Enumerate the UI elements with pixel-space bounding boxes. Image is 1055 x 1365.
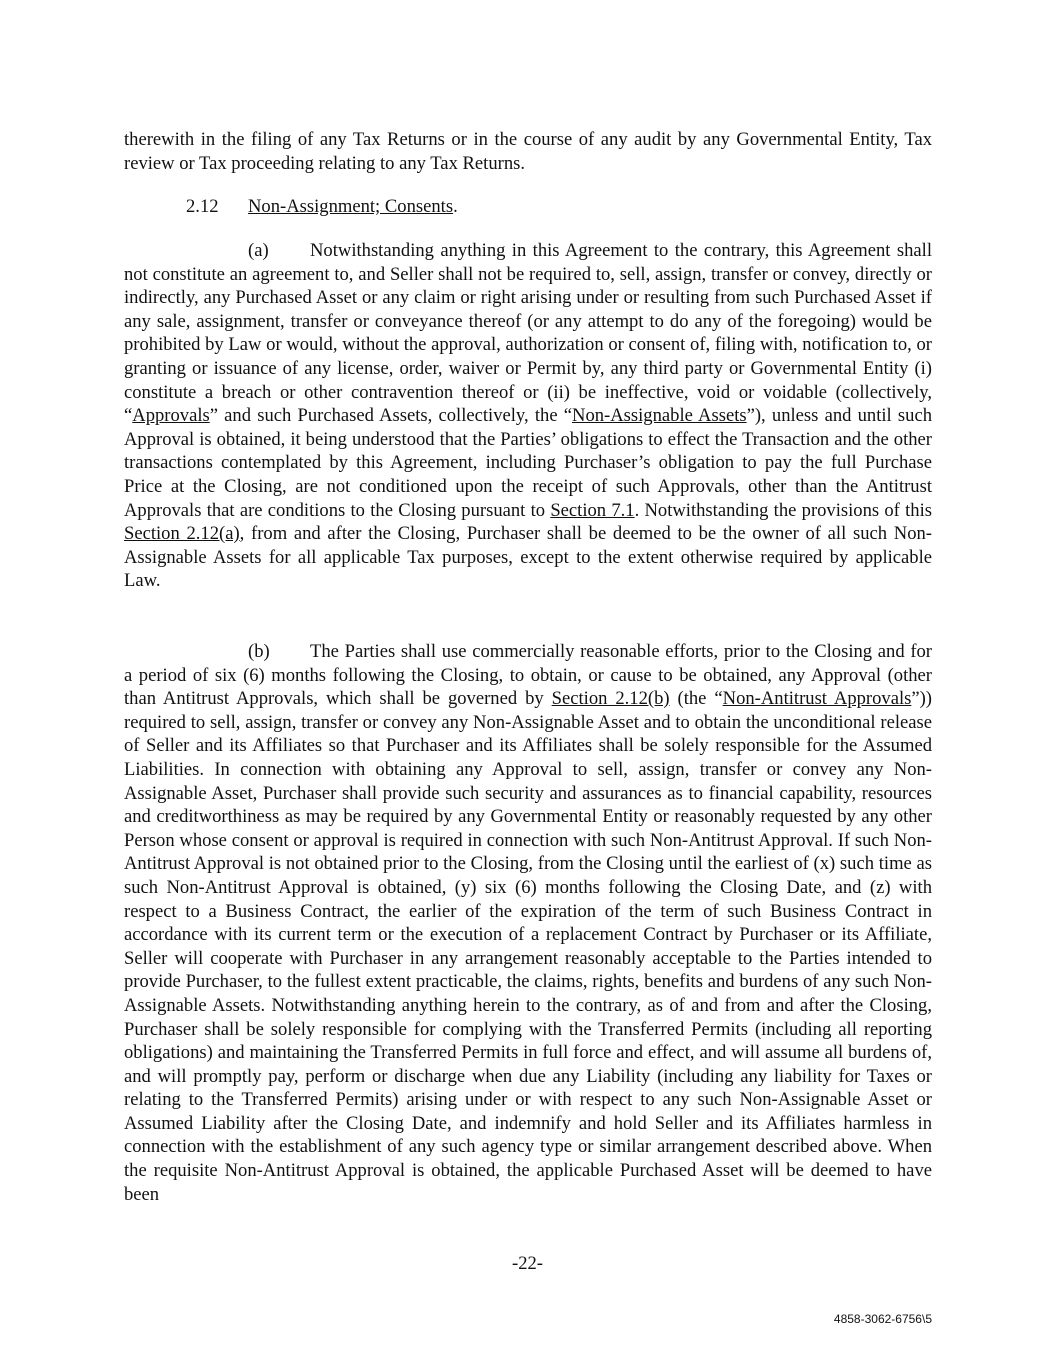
- section-heading-period: .: [453, 196, 458, 217]
- defined-term-non-antitrust-approvals: Non-Antitrust Approvals: [722, 688, 912, 710]
- section-number: 2.12: [186, 196, 219, 217]
- paragraph-a-text-3: ”), unless and until such Approval is obtained, it being understood that the Parties’ obligations to effect the Transaction and the other transactions contemplated by this Agreement, including Purchaser’s obligation to pay the full Purchase Price at the Closing, are not conditioned upon the receipt of such Approvals, other than the Antitrust Approvals that are conditions to the Closing pursuant to: [124, 405, 932, 521]
- paragraph-b-text-3: ”)) required to sell, assign, transfer or convey any Non-Assignable Asset and to obtain the unconditional release of Seller and its Affiliates so that Purchaser and its Affiliates shall be solely responsible for the Assumed Liabilities. In connection with obtaining any Approval to sell, assign, transfer or convey any Non-Assignable Asset, Purchaser shall provide such security and assurances as to financial capability, resources and creditworthiness as may be required by any Governmental Entity or reasonably requested by any other Person whose consent or approval is required in connection with such Non-Antitrust Approval. If such Non-Antitrust Approval is not obtained prior to the Closing, from the Closing until the earliest of (x) such time as such Non-Antitrust Approval is obtained, (y) six (6) months following the Closing Date, and (z) with respect to a Business Contract, the earlier of the expiration of the term of such Business Contract in accordance with its current term or the execution of a replacement Contract by Purchaser or its Affiliate, Seller will cooperate with Purchaser in any arrangement reasonably acceptable to the Parties intended to provide Purchaser, to the fullest extent practicable, the claims, rights, benefits and burdens of any such Non-Assignable Assets. Notwithstanding anything herein to the contrary, as of and from and after the Closing, Purchaser shall be solely responsible for complying with the Transferred Permits (including all reporting obligations) and maintaining the Transferred Permits in full force and effect, and will assume all burdens of, and will promptly pay, perform or discharge when due any Liability (including any liability for Taxes or relating to the Transferred Permits) arising under or with respect to any such Non-Assignable Asset or Assumed Liability after the Closing Date, and indemnify and hold Seller and its Affiliates harmless in connection with the establishment of any such agency type or similar arrangement described above. When the requisite Non-Antitrust Approval is obtained, the applicable Purchased Asset will be deemed to have been: [124, 688, 932, 1205]
- paragraph-a-text-4: . Notwithstanding the provisions of this: [634, 499, 932, 521]
- paragraph-b-label: (b): [248, 641, 270, 662]
- defined-term-non-assignable-assets: Non-Assignable Assets: [572, 405, 747, 427]
- paragraph-a-text-5: , from and after the Closing, Purchaser shall be deemed to be the owner of all such Non-Assignable Assets for all applicable Tax purposes, except to the extent otherwise required by applicable Law.: [124, 523, 932, 592]
- paragraph-a: [124, 239, 932, 593]
- paragraph-b-text-1: The Parties shall use commercially reasonable efforts, prior to the Closing and for a period of six (6) months following the Closing, to obtain, or cause to be obtained, any Approval (other than Antitrust Approvals, which shall be governed by: [124, 641, 932, 710]
- defined-term-approvals: Approvals: [132, 405, 210, 427]
- paragraph-a-text-2: ” and such Purchased Assets, collectively, the “: [209, 405, 573, 427]
- cross-reference-section-2-12-b: Section 2.12(b): [551, 688, 670, 710]
- document-id: 4858-3062-6756\5: [833, 1312, 932, 1326]
- page-number: -22-: [512, 1253, 543, 1274]
- paragraph-a-label: (a): [248, 240, 269, 261]
- paragraph-b: [124, 640, 932, 1206]
- section-heading: [186, 195, 458, 219]
- cross-reference-section-2-12-a: Section 2.12(a): [124, 523, 240, 545]
- cross-reference-section-7-1: Section 7.1: [550, 499, 635, 521]
- continuation-paragraph: therewith in the filing of any Tax Returns or in the course of any audit by any Governmental Entity, Tax review or Tax proceeding relating to any Tax Returns.: [124, 129, 932, 174]
- paragraph-a-text-1: Notwithstanding anything in this Agreement to the contrary, this Agreement shall not constitute an agreement to, and Seller shall not be required to, sell, assign, transfer or convey, directly or indirectly, any Purchased Asset or any claim or right arising under or resulting from such Purchased Asset if any sale, assignment, transfer or conveyance thereof (or any attempt to do any of the foregoing) would be prohibited by Law or would, without the approval, authorization or consent of, filing with, notification to, or granting or issuance of any license, order, waiver or Permit by, any third party or Governmental Entity (i) constitute a breach or other contravention thereof or (ii) be ineffective, void or voidable (collectively, “: [124, 240, 932, 427]
- paragraph-b-text-2: (the “: [669, 688, 723, 710]
- section-title: Non-Assignment; Consents: [248, 196, 454, 217]
